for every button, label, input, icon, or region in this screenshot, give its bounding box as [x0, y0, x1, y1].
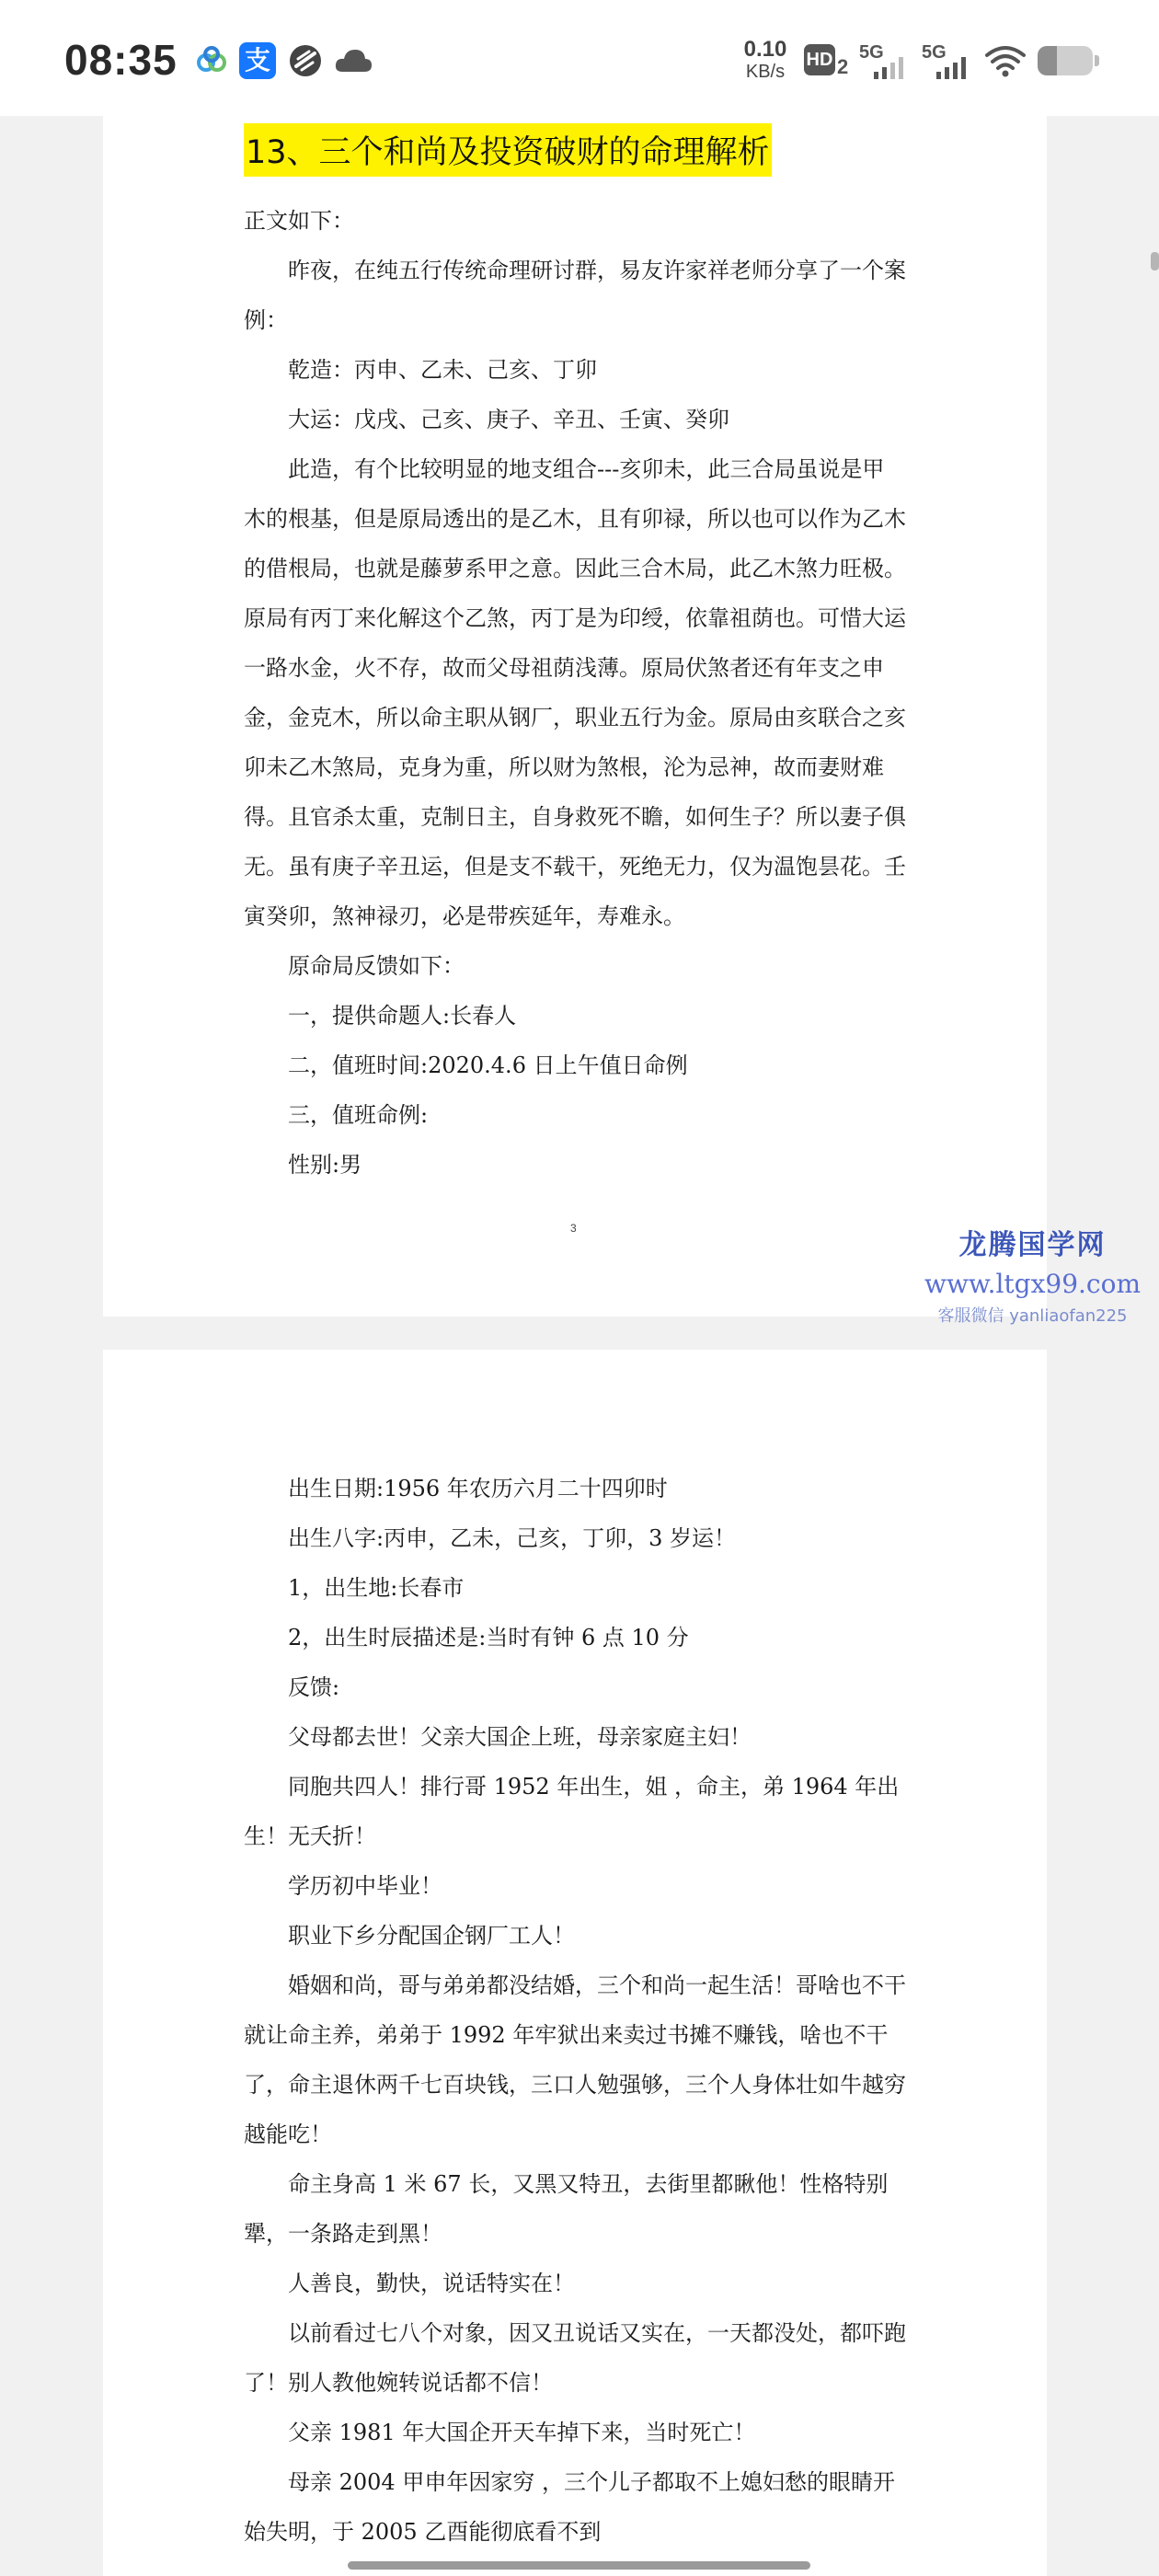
paragraph: 父亲 1981 年大国企开天车掉下来，当时死亡！	[288, 2420, 756, 2445]
paragraph: 原命局反馈如下：	[288, 953, 465, 979]
network-speed-unit: KB/s	[745, 62, 786, 82]
wifi-icon	[984, 42, 1027, 79]
paragraph: 同胞共四人！排行哥 1952 年出生，姐 ，命主，弟 1964 年出生！无夭折！	[244, 1774, 900, 1849]
paragraph: 父母都去世！父亲大国企上班，母亲家庭主妇！	[288, 1724, 752, 1750]
watermark-url: www.ltgx99.com	[924, 1269, 1142, 1299]
battery-icon	[1038, 46, 1093, 75]
status-time: 08:35	[64, 36, 178, 84]
paragraph: 性别:男	[288, 1152, 362, 1178]
paragraph: 此造，有个比较明显的地支组合---亥卯未，此三合局虽说是甲木的根基，但是原局透出的是乙木，且有卯禄，所以也可以作为乙木的借根局，也就是藤萝系甲之意。因此三合木局，此乙木煞力旺极。原局有丙丁来化解这个乙煞，丙丁是为印绶，依靠祖荫也。可惜大运一路水金，火不存，故而父母祖荫浅薄。原局伏煞者还有年支之申金，金克木，所以命主职从钢厂，职业五行为金。原局由亥联合之亥卯未乙木煞局，克身为重，所以财为煞根，沦为忌神，故而妻财难得。且官杀太重，克制日主，自身救死不瞻，如何生子？所以妻子俱无。虽有庚子辛丑运，但是支不载干，死绝无力，仅为温饱昙花。壬寅癸卯，煞神禄刃，必是带疾延年，寿难永。	[244, 456, 906, 929]
status-bar	[0, 0, 1159, 116]
watermark-wechat: 客服微信 yanliaofan225	[937, 1306, 1128, 1326]
home-indicator[interactable]	[348, 2561, 810, 2570]
paragraph: 命主身高 1 米 67 长，又黑又特丑，去街里都瞅他！性格特别犟，一条路走到黑！	[244, 2171, 889, 2247]
sim2-signal	[922, 42, 973, 79]
paragraph: 大运：戊戌、己亥、庚子、辛丑、壬寅、癸卯	[288, 407, 729, 432]
paragraph: 出生八字:丙申，乙未，己亥，丁卯，3 岁运！	[288, 1525, 736, 1551]
battery-level	[1038, 46, 1057, 75]
paragraph: 二，值班时间:2020.4.6 日上午值日命例	[288, 1052, 688, 1078]
hd-voice-sim-number: 2	[837, 55, 849, 78]
paragraph: 学历初中毕业！	[288, 1873, 442, 1899]
cloud-app-icon	[193, 42, 230, 79]
paragraph: 正文如下：	[244, 208, 354, 234]
paragraph: 乾造：丙申、乙未、己亥、丁卯	[288, 357, 597, 383]
battery-tip	[1095, 55, 1099, 66]
watermark-site-name: 龙腾国学网	[958, 1229, 1107, 1261]
alipay-icon: 支	[239, 42, 276, 79]
paragraph: 母亲 2004 甲申年因家穷 ，三个儿子都取不上媳妇愁的眼睛开始失明，于 2005 乙酉能彻底看不到	[244, 2469, 895, 2545]
paragraph: 三，值班命例:	[288, 1102, 429, 1128]
network-speed-value: 0.10	[743, 37, 787, 62]
paragraph: 反馈:	[288, 1674, 340, 1700]
paragraph: 一，提供命题人:长春人	[288, 1003, 517, 1029]
paragraph: 1，出生地:长春市	[288, 1575, 465, 1601]
paragraph: 昨夜，在纯五行传统命理研讨群，易友许家祥老师分享了一个案例：	[244, 258, 906, 333]
network-speed	[736, 39, 795, 83]
paragraph: 婚姻和尚，哥与弟弟都没结婚，三个和尚一起生活！哥啥也不干就让命主养，弟弟于 1992 年牢狱出来卖过书摊不赚钱，啥也不干了，命主退休两千七百块钱，三口人勉强够，三个人身体壮如牛越穷越能吃！	[244, 1972, 906, 2147]
scrollbar-thumb[interactable]	[1151, 252, 1159, 270]
hd-voice-badge: HD	[804, 44, 835, 75]
paragraph: 出生日期:1956 年农历六月二十四卯时	[288, 1476, 668, 1501]
sim1-network-label: 5G	[859, 42, 884, 63]
link-app-icon	[287, 42, 324, 79]
paragraph: 2，出生时辰描述是:当时有钟 6 点 10 分	[288, 1625, 689, 1650]
page-number: 3	[570, 1222, 577, 1235]
signal-bars-icon	[872, 55, 909, 79]
sim2-network-label: 5G	[922, 42, 947, 63]
paragraph: 以前看过七八个对象，因又丑说话又实在，一天都没处，都吓跑了！别人教他婉转说话都不信！	[244, 2320, 906, 2396]
paragraph: 人善良，勤快，说话特实在！	[288, 2271, 575, 2296]
paragraph: 职业下乡分配国企钢厂工人！	[288, 1923, 575, 1949]
signal-bars-icon	[935, 55, 971, 79]
document-page-1	[103, 116, 1047, 1317]
site-watermark	[906, 1225, 1159, 1330]
weather-cloud-icon	[333, 42, 373, 79]
document-page-2	[103, 1350, 1047, 2576]
sim1-signal	[859, 42, 911, 79]
page-title: 13、三个和尚及投资破财的命理解析	[244, 123, 772, 177]
